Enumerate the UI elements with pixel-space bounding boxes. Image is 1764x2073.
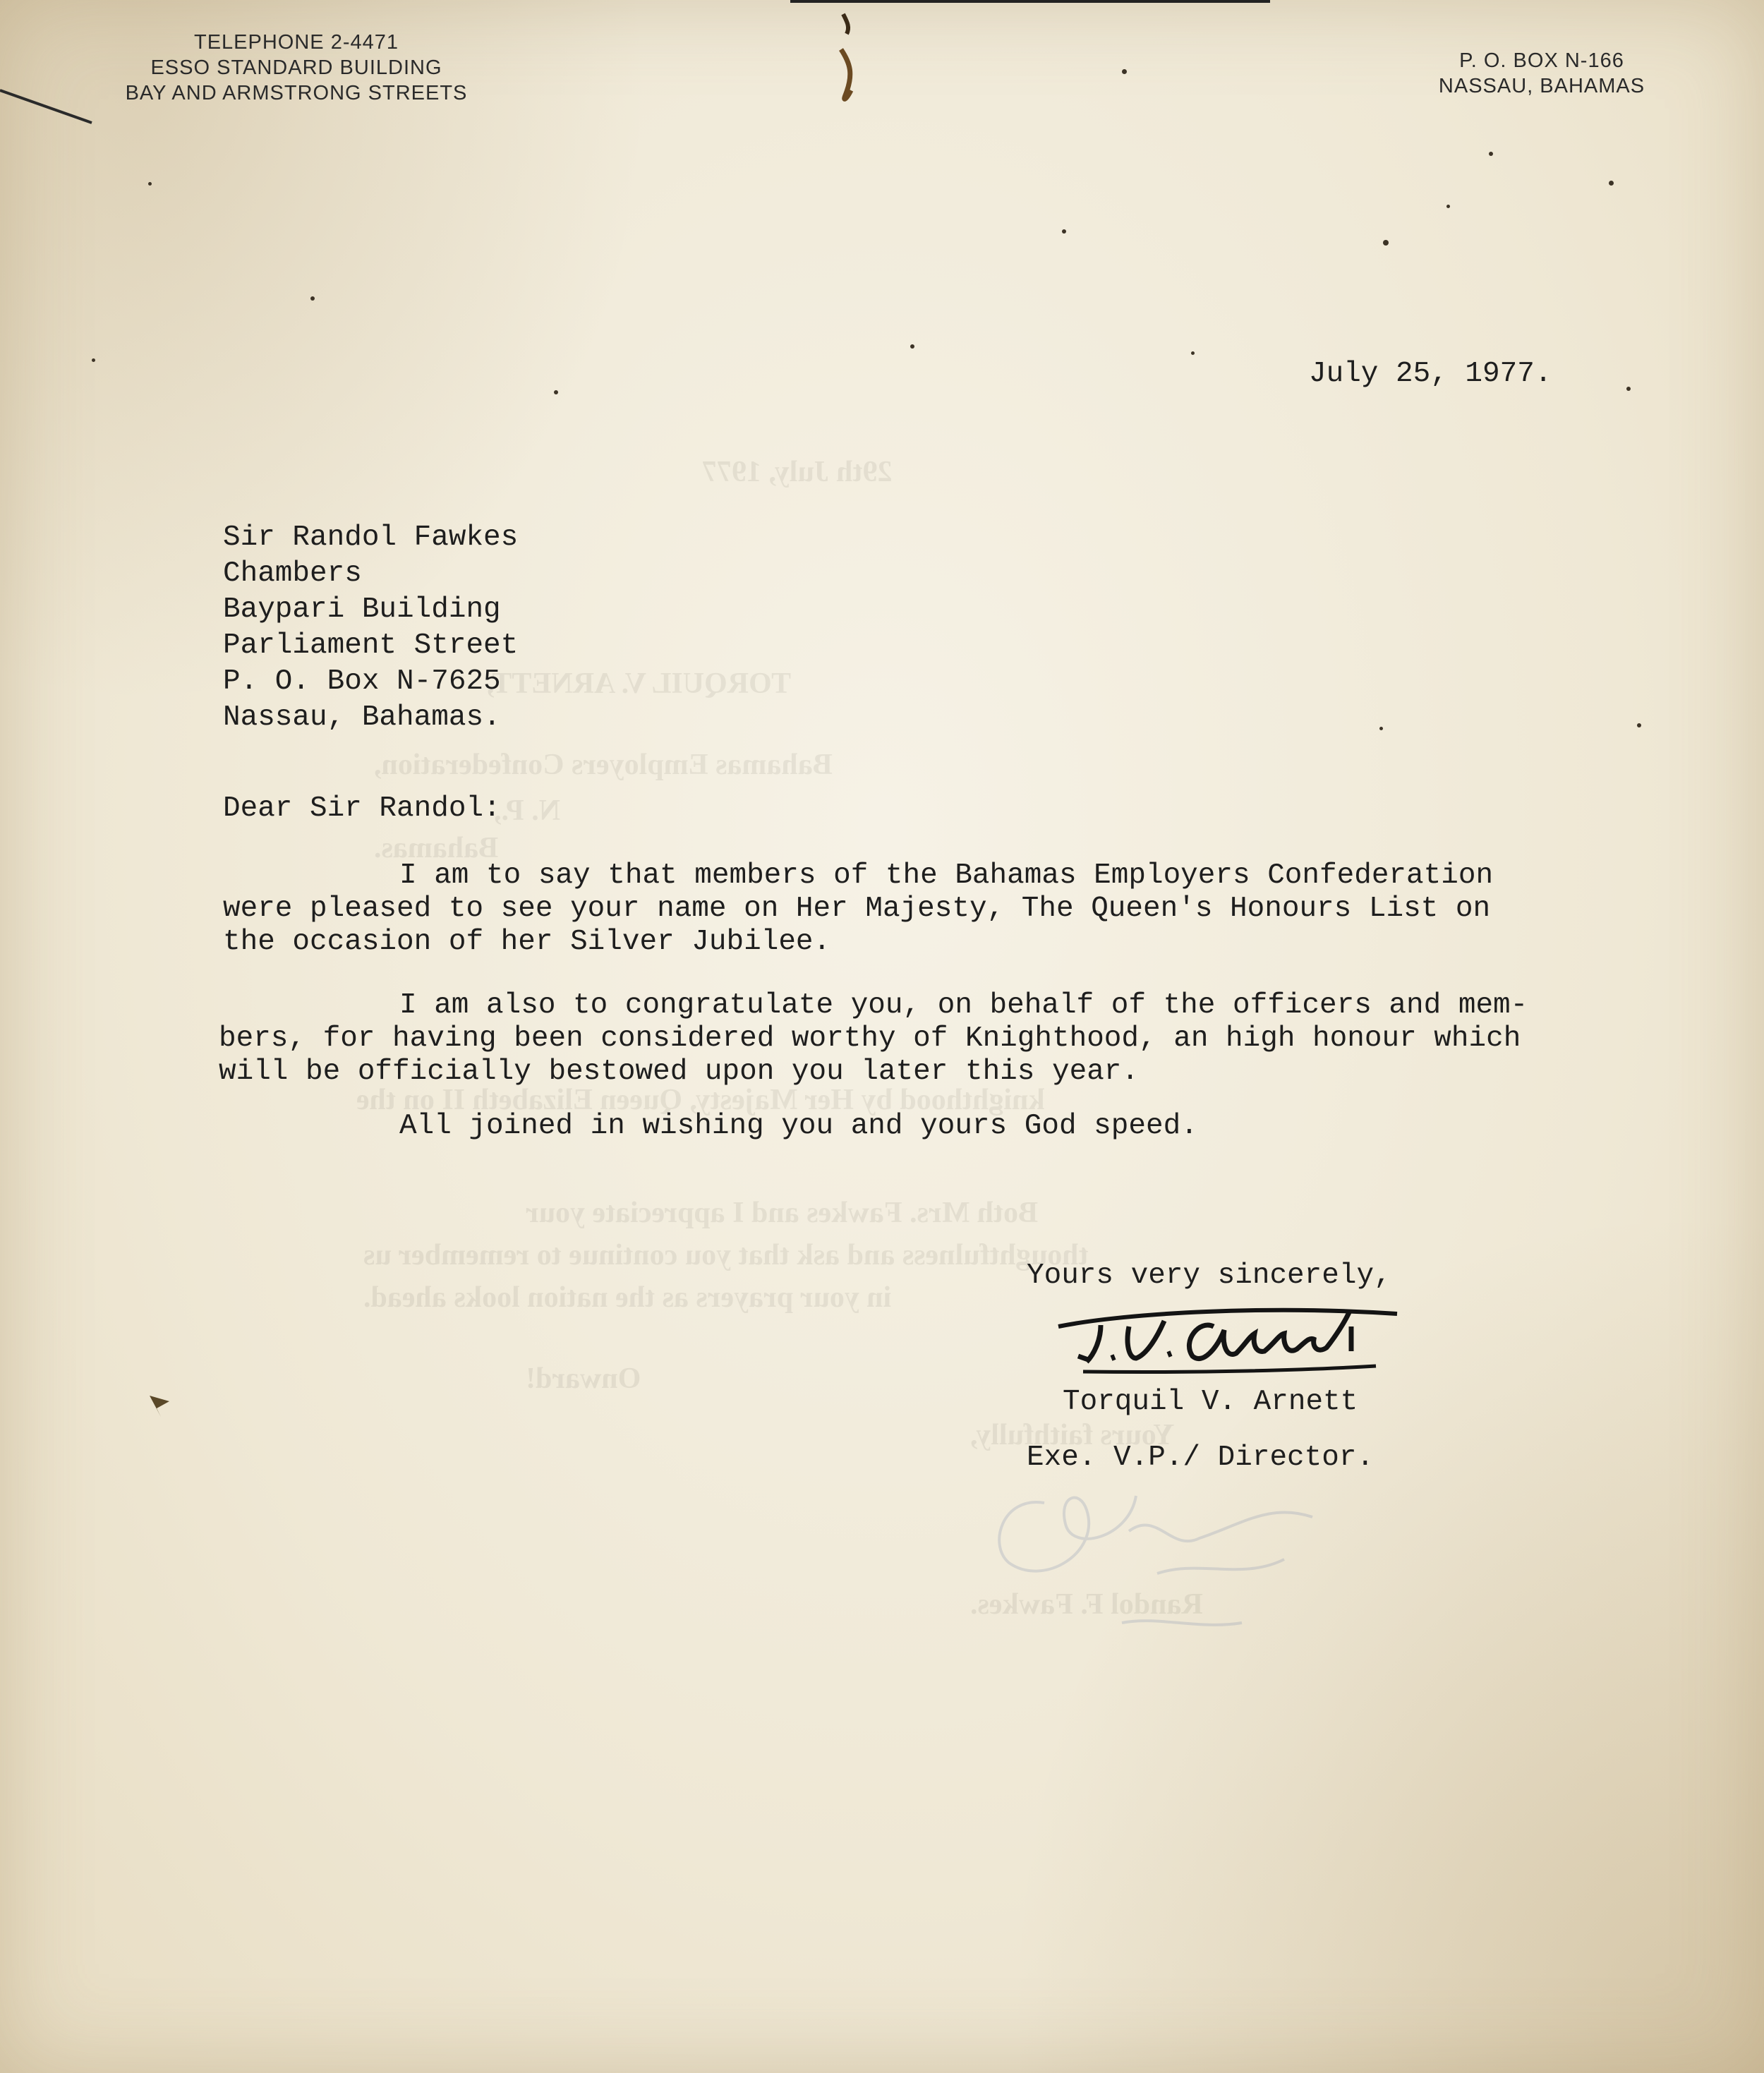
foxing-speck <box>554 390 558 394</box>
signer-title: Exe. V.P./ Director. <box>1027 1442 1375 1474</box>
letterhead-po-box: P. O. BOX N-166 <box>1459 49 1624 72</box>
salutation: Dear Sir Randol: <box>223 792 501 825</box>
foxing-speck <box>1637 723 1641 727</box>
body-paragraph-3: All joined in wishing you and yours God speed. <box>399 1110 1198 1142</box>
paragraph-2-line-3: will be officially bestowed upon you later this year. <box>219 1056 1140 1088</box>
letterhead-building: ESSO STANDARD BUILDING <box>150 56 442 79</box>
ghost-paragraph-line-2: Both Mrs. Fawkes and I appreciate your <box>526 1197 1039 1229</box>
paragraph-2-line-2: bers, for having been considered worthy of Knighthood, an high honour which <box>219 1022 1521 1055</box>
recipient-name: Sir Randol Fawkes <box>223 521 519 554</box>
paragraph-1-line-3: the occasion of her Silver Jubilee. <box>223 926 831 958</box>
foxing-speck <box>1609 181 1614 186</box>
foxing-speck <box>1383 240 1389 246</box>
ghost-addressee-town: N. P., <box>494 794 561 827</box>
foxing-speck <box>92 358 95 362</box>
ghost-addressee-country: Bahamas. <box>374 832 499 864</box>
paragraph-2-line-1: I am also to congratulate you, on behalf of the officers and mem- <box>399 989 1528 1022</box>
foxing-speck <box>1626 387 1631 391</box>
ghost-paragraph-line-1: knighthood by Her Majesty, Queen Elizabeth II on the <box>356 1084 1045 1116</box>
foxing-speck <box>310 296 315 301</box>
ghost-closing-onward: Onward! <box>526 1362 641 1395</box>
ghost-paragraph-line-4: in your prayers as the nation looks ahead. <box>363 1281 892 1314</box>
foxing-speck <box>1122 69 1127 74</box>
signer-name: Torquil V. Arnett <box>1063 1386 1358 1418</box>
letterhead-city: NASSAU, BAHAMAS <box>1438 75 1645 97</box>
paragraph-1-line-2: were pleased to see your name on Her Majesty, The Queen's Honours List on <box>223 893 1491 925</box>
paragraph-1-line-1: I am to say that members of the Bahamas Employers Confederation <box>399 859 1494 892</box>
foxing-speck <box>1379 727 1383 730</box>
recipient-building: Baypari Building <box>223 593 501 626</box>
foxing-speck <box>1062 229 1066 234</box>
letterhead-streets: BAY AND ARMSTRONG STREETS <box>125 82 468 104</box>
ghost-signer: Randol F. Fawkes. <box>970 1588 1203 1621</box>
ghost-addressee-name: TORQUIL V. ARNETT, <box>487 667 792 700</box>
foxing-speck <box>1489 152 1493 156</box>
recipient-city: Nassau, Bahamas. <box>223 701 501 734</box>
ghost-closing-yours: Yours faithfully, <box>970 1419 1175 1451</box>
recipient-street: Parliament Street <box>223 629 519 662</box>
foxing-speck <box>910 344 914 349</box>
closing: Yours very sincerely, <box>1027 1259 1391 1292</box>
foxing-speck <box>148 182 152 186</box>
ghost-addressee-org: Bahamas Employers Confederation, <box>374 749 833 781</box>
letterhead-telephone: TELEPHONE 2-4471 <box>193 31 399 54</box>
recipient-po-box: P. O. Box N-7625 <box>223 665 501 698</box>
ghost-date: 29th July, 1977 <box>702 456 893 488</box>
recipient-chambers: Chambers <box>223 557 362 590</box>
letter-date: July 25, 1977. <box>1309 358 1552 390</box>
ghost-paragraph-line-3: thoughtfulness and ask that you continue to remember us <box>363 1239 1089 1271</box>
foxing-speck <box>1446 205 1450 208</box>
foxing-speck <box>1191 351 1195 355</box>
